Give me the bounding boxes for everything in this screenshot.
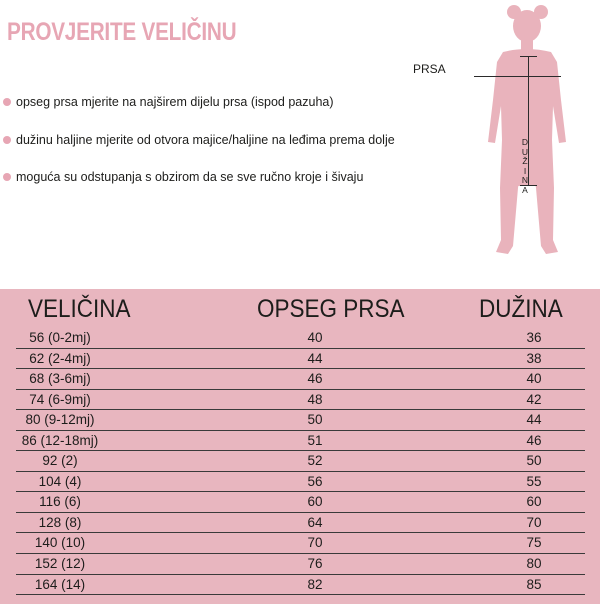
table-row — [16, 410, 585, 431]
size-cell: 128 (8) — [38, 514, 82, 530]
length-cell: 50 — [526, 453, 542, 469]
length-cell: 42 — [526, 391, 542, 407]
chest-cell: 56 — [307, 473, 323, 489]
bullet-dot-icon — [3, 136, 11, 144]
chest-cell: 60 — [307, 494, 323, 510]
table-row — [16, 492, 585, 513]
chest-cell: 52 — [307, 453, 323, 469]
length-letter: I — [523, 165, 527, 176]
length-cell: 46 — [526, 432, 542, 448]
size-cell: 104 (4) — [38, 473, 82, 489]
size-table — [0, 289, 600, 604]
table-row — [16, 349, 585, 370]
length-cell: 75 — [526, 535, 542, 551]
table-row — [16, 451, 585, 472]
bullet-dot-icon — [3, 98, 11, 106]
chest-cell: 82 — [307, 576, 323, 592]
table-row — [16, 328, 585, 349]
length-cell: 40 — [526, 371, 542, 387]
length-measure-label — [519, 138, 531, 196]
chest-cell: 48 — [307, 391, 323, 407]
length-cell: 55 — [526, 473, 542, 489]
size-cell: 152 (12) — [34, 556, 86, 572]
chest-cell: 76 — [307, 556, 323, 572]
length-letter: A — [522, 184, 528, 195]
size-cell: 92 (2) — [42, 453, 78, 469]
length-letter: Ž — [522, 156, 528, 167]
chest-cell: 44 — [307, 350, 323, 366]
size-cell: 68 (3-6mj) — [29, 371, 91, 387]
column-header-length: DUŽINA — [479, 295, 563, 323]
size-cell: 164 (14) — [34, 576, 86, 592]
table-row — [16, 472, 585, 493]
chest-cell: 50 — [307, 412, 323, 428]
chest-cell: 70 — [307, 535, 323, 551]
size-cell: 56 (0-2mj) — [29, 330, 91, 345]
note-text: moguća su odstupanja s obzirom da se sve ručno kroje i šivaju — [16, 170, 364, 184]
size-cell: 86 (12-18mj) — [21, 432, 99, 448]
chest-cell: 51 — [307, 432, 323, 448]
table-row — [16, 554, 585, 575]
chest-cell: 46 — [307, 371, 323, 387]
table-row — [16, 513, 585, 534]
note-item — [3, 170, 363, 184]
table-row — [16, 575, 585, 596]
length-cell: 80 — [526, 556, 542, 572]
chest-cell: 64 — [307, 514, 323, 530]
table-row — [16, 390, 585, 411]
length-cell: 44 — [526, 412, 542, 428]
note-text: dužinu haljine mjerite od otvora majice/haljine na leđima prema dolje — [16, 133, 395, 147]
table-row — [16, 533, 585, 554]
chest-cell: 40 — [307, 330, 323, 345]
note-text: opseg prsa mjerite na najširem dijelu prsa (ispod pazuha) — [16, 95, 334, 109]
length-cell: 36 — [526, 330, 542, 345]
length-letter: N — [521, 175, 529, 186]
child-body-silhouette-icon — [470, 0, 600, 270]
bullet-dot-icon — [3, 173, 11, 181]
length-letter: U — [521, 146, 529, 157]
size-cell: 140 (10) — [34, 535, 86, 551]
size-cell: 116 (6) — [39, 494, 81, 510]
note-item — [3, 133, 395, 147]
length-cell: 60 — [526, 494, 542, 510]
size-cell: 80 (9-12mj) — [25, 412, 95, 428]
length-cell: 70 — [526, 514, 542, 530]
table-row — [16, 369, 585, 390]
chest-measure-label: PRSA — [413, 62, 446, 76]
length-cell: 85 — [526, 576, 542, 592]
length-cell: 38 — [526, 350, 542, 366]
size-table-body — [0, 328, 600, 595]
column-header-size: VELIČINA — [28, 295, 131, 323]
size-cell: 62 (2-4mj) — [29, 350, 91, 366]
page-title: PROVJERITE VELIČINU — [7, 18, 237, 46]
length-letter: D — [521, 137, 529, 147]
size-cell: 74 (6-9mj) — [29, 391, 91, 407]
column-header-chest: OPSEG PRSA — [257, 295, 405, 323]
note-item — [3, 95, 334, 109]
table-row — [16, 431, 585, 452]
